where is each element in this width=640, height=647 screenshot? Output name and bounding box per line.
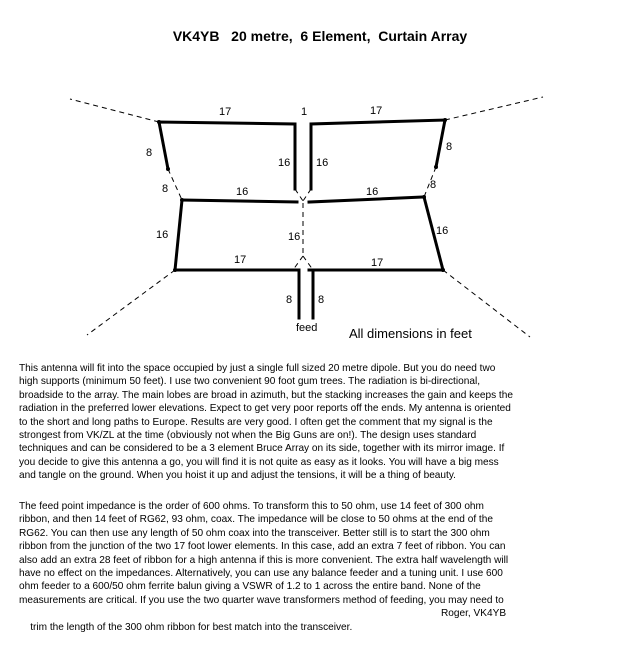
text-line: strongest from VK/ZL at the time (obviously not when the Big Guns are on!). The design uses standard — [19, 430, 477, 442]
text-line: to the short and long paths to Europe. Results are very good. I often get the comment that my signal is the — [19, 416, 493, 428]
center-branch-right — [303, 189, 311, 201]
junction-dot — [441, 268, 445, 272]
junction-dot — [157, 120, 161, 124]
label-mid-right-16: 16 — [366, 186, 379, 198]
text-line: have no effect on the impedances. Alternatively, you can use any balance feeder and a tuning unit. I use 600 — [19, 568, 503, 580]
junction-dot — [422, 195, 426, 199]
junction-dot — [443, 118, 447, 122]
junction-dots — [157, 118, 447, 272]
label-right-side-16: 16 — [436, 225, 449, 237]
center-bottom-right — [303, 256, 313, 270]
label-mid-left-16: 16 — [236, 186, 249, 198]
label-upper-left-8: 8 — [146, 147, 153, 159]
text-line: RG62. You can then use any length of 50 ohm coax into the transceiver. Better still is to start the 300 ohm — [19, 527, 490, 539]
label-upper-right-8: 8 — [446, 141, 453, 153]
center-bottom-left — [293, 256, 303, 270]
label-lower-right-8: 8 — [430, 179, 437, 191]
label-inner-left-16: 16 — [278, 157, 291, 169]
guy-line-left-junction — [168, 169, 182, 200]
center-branch-left — [295, 189, 303, 201]
label-feed: feed — [296, 322, 318, 334]
label-top-left-17: 17 — [219, 106, 232, 118]
junction-dot — [180, 198, 184, 202]
label-bottom-right-17: 17 — [371, 257, 384, 269]
text-line: measurements are critical. If you use the two quarter wave transformers method of feeding, you may need to — [19, 594, 504, 606]
units-note: All dimensions in feet — [349, 326, 472, 341]
text-line — [19, 607, 624, 647]
text-line: ribbon, and then 14 feet of RG62, 93 ohm, coax. The impedance will be close to 50 ohms at the end of the — [19, 514, 493, 526]
mid-left-element — [182, 200, 297, 202]
text-line: ohm feeder to a 600/50 ohm ferrite balun giving a VSWR of 1.2 to 1 across the entire band. None of the — [19, 581, 481, 593]
guy-line-bottom-left — [87, 270, 175, 335]
antenna-elements — [159, 120, 445, 318]
text-line: and tangle on the ground. When you hoist it up and adjust the tensions, it will be a thing of beauty. — [19, 470, 456, 482]
guy-line-top-right — [445, 97, 543, 120]
junction-dot — [166, 167, 170, 171]
description-paragraph-1 — [19, 362, 624, 483]
label-bottom-left-17: 17 — [234, 254, 247, 266]
text-line: techniques and can be considered to be a 3 element Bruce Array on its side, together with its mirror image. If — [19, 443, 505, 455]
text-line: The feed point impedance is the order of 600 ohms. To transform this to 50 ohm, use 14 feet of 300 ohm — [19, 501, 484, 512]
label-center-16: 16 — [288, 231, 301, 243]
text-line: This antenna will fit into the space occupied by just a single full sized 20 metre dipole. But you do need two — [19, 363, 496, 374]
text-line: ribbon from the junction of the two 17 foot lower elements. In this case, add an extra 7 feet of ribbon. You can — [19, 541, 506, 553]
label-left-side-16: 16 — [156, 229, 169, 241]
upper-right-wire — [311, 120, 445, 189]
diagram-title: VK4YB 20 metre, 6 Element, Curtain Array — [172, 28, 468, 44]
text-line: also add an extra 28 feet of ribbon for a high antenna if this is more convenient. The extra half wavelength will — [19, 554, 509, 566]
junction-dot — [173, 268, 177, 272]
text-line: broadside to the array. The main lobes are broad in azimuth, but the stacking increases the gain and keeps the — [19, 389, 513, 401]
guy-line-top-left — [70, 99, 159, 122]
text-line: high supports (minimum 50 feet). I use two convenient 90 foot gum trees. The radiation is bi-directional, — [19, 376, 480, 388]
label-feed-right-8: 8 — [318, 294, 325, 306]
support-guy-lines — [70, 97, 543, 337]
label-lower-left-8: 8 — [162, 183, 169, 195]
last-line-text: trim the length of the 300 ohm ribbon for best match into the transceiver. — [30, 621, 353, 633]
label-top-center-1: 1 — [301, 106, 308, 118]
text-line: you decide to give this antenna a go, you will find it is not quite as easy as it looks. You will have a big mess — [19, 456, 499, 468]
upper-left-wire — [159, 122, 295, 189]
author-signature: Roger, VK4YB — [441, 608, 507, 620]
label-top-right-17: 17 — [370, 105, 383, 117]
junction-dot — [434, 165, 438, 169]
label-feed-left-8: 8 — [286, 294, 293, 306]
description-paragraph-2 — [19, 500, 624, 647]
left-side-element — [175, 200, 182, 270]
text-line: radiation in the preferred lower elevations. Expect to get very poor reports off the ends. My antenna is oriented — [19, 403, 511, 415]
label-inner-right-16: 16 — [316, 157, 329, 169]
